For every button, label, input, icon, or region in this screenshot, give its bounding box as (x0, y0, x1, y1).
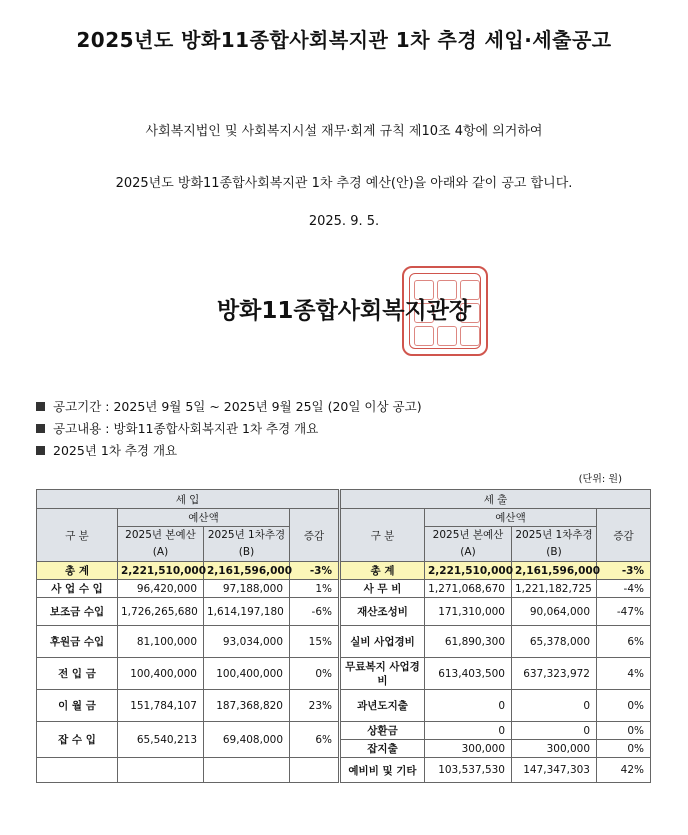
income-change-header: 증감 (290, 509, 340, 562)
square-bullet-icon (36, 446, 45, 455)
table-row: 예비비 및 기타 103,537,530 147,347,303 42% (37, 758, 651, 783)
intro-line-1: 사회복지법인 및 사회복지시설 재무·회계 규칙 제10조 4항에 의거하여 (145, 124, 543, 139)
income-category-header: 구 분 (37, 509, 118, 562)
table-row: 보조금 수입 1,726,265,680 1,614,197,180 -6% 재산조성비 171,310,000 90,064,000 -47% (37, 598, 651, 626)
bullet-period: 공고기간 : 2025년 9월 5일 ~ 2025년 9월 25일 (20일 이상 공고) (36, 397, 422, 415)
table-row: 잡지출 300,000 300,000 0% (37, 740, 651, 758)
table-row: 이 월 금 151,784,107 187,368,820 23% 과년도지출 0 0 0% (37, 690, 651, 722)
expense-header: 세 출 (340, 490, 651, 509)
total-row: 총 계 2,221,510,000 2,161,596,000 -3% 총 계 2,221,510,000 2,161,596,000 -3% (37, 562, 651, 580)
income-header: 세 입 (37, 490, 340, 509)
intro-line-2: 2025년도 방화11종합사회복지관 1차 추경 예산(안)을 아래와 같이 공고 합니다. (115, 176, 573, 191)
unit-label: (단위: 원) (578, 474, 622, 485)
square-bullet-icon (36, 424, 45, 433)
bullet-summary: 2025년 1차 추경 개요 (36, 441, 177, 459)
expense-category-header: 구 분 (340, 509, 425, 562)
income-revised-header: 2025년 1차추경(B) (204, 527, 290, 562)
table-row: 전 입 금 100,400,000 100,400,000 0% 무료복지 사업경비 613,403,500 637,323,972 4% (37, 658, 651, 690)
square-bullet-icon (36, 402, 45, 411)
budget-table (36, 489, 651, 783)
organization-name: 방화11종합사회복지관장 (216, 298, 472, 324)
bullet-content: 공고내용 : 방화11종합사회복지관 1차 추경 개요 (36, 419, 318, 437)
page-title: 2025년도 방화11종합사회복지관 1차 추경 세입·세출공고 (76, 28, 612, 52)
expense-revised-header: 2025년 1차추경(B) (512, 527, 597, 562)
income-original-header: 2025년 본예산(A) (118, 527, 204, 562)
table-row: 사 업 수 입 96,420,000 97,188,000 1% 사 무 비 1,271,068,670 1,221,182,725 -4% (37, 580, 651, 598)
table-row: 잡 수 입 65,540,213 69,408,000 6% 상환금 0 0 0% (37, 722, 651, 740)
expense-original-header: 2025년 본예산(A) (425, 527, 512, 562)
table-row: 후원금 수입 81,100,000 93,034,000 15% 실비 사업경비 61,890,300 65,378,000 6% (37, 626, 651, 658)
income-budget-header: 예산액 (118, 509, 290, 527)
expense-budget-header: 예산액 (425, 509, 597, 527)
expense-change-header: 증감 (597, 509, 651, 562)
announcement-date: 2025. 9. 5. (308, 214, 380, 229)
